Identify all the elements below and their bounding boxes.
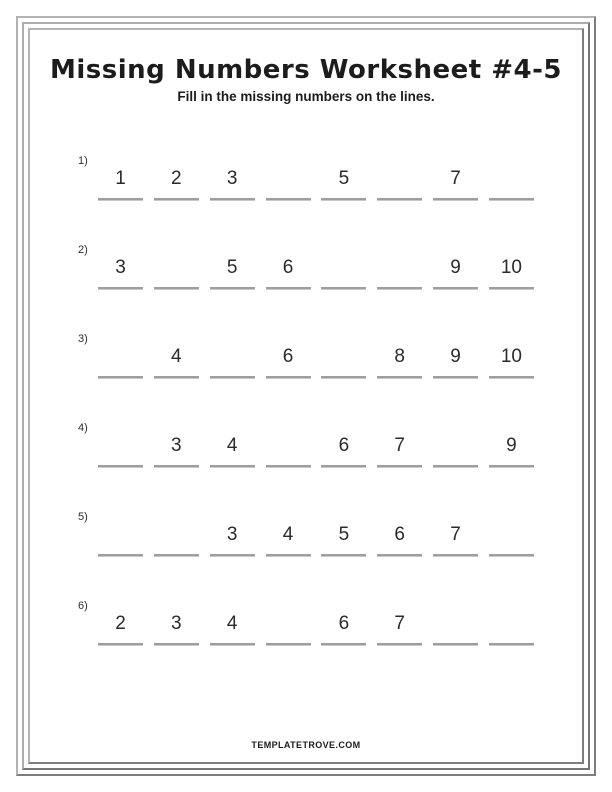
number-cell <box>489 520 534 557</box>
cell-number: 4 <box>226 613 238 634</box>
cell-number: 3 <box>226 524 238 545</box>
cell-number <box>489 609 534 639</box>
worksheet-row <box>78 600 534 660</box>
cell-number <box>321 342 366 372</box>
answer-blank[interactable] <box>154 376 199 379</box>
answer-blank[interactable] <box>266 198 311 201</box>
number-cell <box>154 431 199 468</box>
answer-blank[interactable] <box>321 287 366 290</box>
cell-number: 1 <box>115 168 126 189</box>
answer-blank[interactable] <box>98 465 143 468</box>
number-cell <box>377 342 422 379</box>
cell-number <box>266 431 311 461</box>
answer-blank[interactable] <box>98 376 143 379</box>
answer-blank[interactable] <box>154 198 199 201</box>
number-cell <box>433 253 478 290</box>
number-cell <box>210 609 255 646</box>
cell-number: 5 <box>226 257 238 278</box>
answer-blank[interactable] <box>377 198 422 201</box>
number-cell <box>210 431 255 468</box>
number-cell <box>210 342 255 379</box>
row-cells <box>98 253 534 290</box>
number-cell <box>154 164 199 201</box>
cell-number: 5 <box>338 168 350 189</box>
answer-blank[interactable] <box>433 198 478 201</box>
answer-blank[interactable] <box>266 554 311 557</box>
number-cell <box>266 342 311 379</box>
answer-blank[interactable] <box>210 287 255 290</box>
cell-number: 8 <box>394 346 405 367</box>
cell-number: 3 <box>226 168 238 189</box>
page-border-outer <box>16 16 596 776</box>
row-number-label: 4) <box>78 422 88 434</box>
number-cell <box>210 253 255 290</box>
row-number-label: 3) <box>78 333 88 345</box>
answer-blank[interactable] <box>489 198 534 201</box>
number-cell <box>433 609 478 646</box>
number-cell <box>210 164 255 201</box>
cell-number: 9 <box>450 346 461 367</box>
answer-blank[interactable] <box>210 198 255 201</box>
cell-number: 7 <box>394 613 405 634</box>
number-cell <box>210 520 255 557</box>
answer-blank[interactable] <box>433 643 478 646</box>
answer-blank[interactable] <box>98 554 143 557</box>
number-cell <box>98 164 143 201</box>
answer-blank[interactable] <box>210 465 255 468</box>
cell-number: 10 <box>500 346 522 367</box>
number-cell <box>98 253 143 290</box>
number-cell <box>377 520 422 557</box>
cell-number <box>98 520 143 550</box>
cell-number: 10 <box>500 257 522 278</box>
answer-blank[interactable] <box>489 554 534 557</box>
row-cells <box>98 342 534 379</box>
answer-blank[interactable] <box>210 554 255 557</box>
number-cell <box>377 164 422 201</box>
answer-blank[interactable] <box>210 376 255 379</box>
answer-blank[interactable] <box>321 198 366 201</box>
cell-number <box>210 342 255 372</box>
answer-blank[interactable] <box>98 287 143 290</box>
worksheet-row <box>78 155 534 215</box>
answer-blank[interactable] <box>266 287 311 290</box>
answer-blank[interactable] <box>154 465 199 468</box>
number-cell <box>154 520 199 557</box>
cell-number: 2 <box>171 168 182 189</box>
worksheet-row <box>78 422 534 482</box>
answer-blank[interactable] <box>377 376 422 379</box>
cell-number: 6 <box>282 257 294 278</box>
answer-blank[interactable] <box>489 643 534 646</box>
row-cells <box>98 431 534 468</box>
answer-blank[interactable] <box>321 554 366 557</box>
cell-number: 7 <box>450 524 461 545</box>
number-cell <box>489 342 534 379</box>
cell-number: 6 <box>394 524 405 545</box>
answer-blank[interactable] <box>433 376 478 379</box>
worksheet-row <box>78 333 534 393</box>
row-cells <box>98 520 534 557</box>
number-cell <box>154 609 199 646</box>
row-number-label: 1) <box>78 155 88 167</box>
cell-number: 3 <box>115 257 126 278</box>
number-cell <box>321 342 366 379</box>
answer-blank[interactable] <box>489 287 534 290</box>
answer-blank[interactable] <box>377 643 422 646</box>
cell-number <box>266 164 311 194</box>
number-cell <box>489 253 534 290</box>
cell-number: 2 <box>115 613 126 634</box>
answer-blank[interactable] <box>98 198 143 201</box>
footer-site-name: TEMPLATETROVE.COM <box>251 740 361 750</box>
number-cell <box>377 253 422 290</box>
cell-number <box>377 253 422 283</box>
number-cell <box>433 342 478 379</box>
number-cell <box>154 253 199 290</box>
cell-number <box>98 431 143 461</box>
worksheet-row <box>78 244 534 304</box>
answer-blank[interactable] <box>98 643 143 646</box>
cell-number: 6 <box>338 435 350 456</box>
number-cell <box>266 431 311 468</box>
cell-number: 4 <box>226 435 238 456</box>
cell-number: 4 <box>171 346 182 367</box>
number-cell <box>321 609 366 646</box>
instructions-text: Fill in the missing numbers on the lines. <box>177 89 435 104</box>
answer-blank[interactable] <box>266 465 311 468</box>
number-cell <box>98 342 143 379</box>
page-title: Missing Numbers Worksheet #4-5 <box>50 55 562 86</box>
answer-blank[interactable] <box>321 376 366 379</box>
number-cell <box>266 164 311 201</box>
row-number-label: 2) <box>78 244 88 256</box>
number-cell <box>98 431 143 468</box>
cell-number <box>154 520 199 550</box>
cell-number: 9 <box>450 257 461 278</box>
cell-number <box>98 342 143 372</box>
cell-number: 4 <box>282 524 294 545</box>
answer-blank[interactable] <box>377 465 422 468</box>
number-cell <box>489 431 534 468</box>
answer-blank[interactable] <box>489 465 534 468</box>
answer-blank[interactable] <box>433 465 478 468</box>
answer-blank[interactable] <box>433 287 478 290</box>
number-cell <box>433 164 478 201</box>
row-number-label: 5) <box>78 511 88 523</box>
cell-number: 6 <box>338 613 350 634</box>
answer-blank[interactable] <box>433 554 478 557</box>
answer-blank[interactable] <box>154 643 199 646</box>
number-cell <box>433 431 478 468</box>
cell-number <box>489 164 534 194</box>
cell-number <box>266 609 311 639</box>
number-cell <box>433 520 478 557</box>
worksheet-row <box>78 511 534 571</box>
number-cell <box>489 164 534 201</box>
answer-blank[interactable] <box>266 643 311 646</box>
row-cells <box>98 609 534 646</box>
answer-blank[interactable] <box>266 376 311 379</box>
number-cell <box>321 520 366 557</box>
number-cell <box>98 520 143 557</box>
cell-number <box>321 253 366 283</box>
answer-blank[interactable] <box>154 554 199 557</box>
number-cell <box>154 342 199 379</box>
cell-number: 9 <box>506 435 517 456</box>
answer-blank[interactable] <box>377 287 422 290</box>
cell-number <box>433 609 478 639</box>
answer-blank[interactable] <box>489 376 534 379</box>
cell-number: 7 <box>394 435 405 456</box>
number-cell <box>266 609 311 646</box>
cell-number <box>489 520 534 550</box>
number-cell <box>321 164 366 201</box>
number-cell <box>266 520 311 557</box>
number-cell <box>266 253 311 290</box>
cell-number: 6 <box>282 346 294 367</box>
cell-number: 3 <box>171 435 182 456</box>
cell-number <box>377 164 422 194</box>
number-cell <box>377 431 422 468</box>
row-cells <box>98 164 534 201</box>
cell-number <box>154 253 199 283</box>
answer-blank[interactable] <box>377 554 422 557</box>
number-cell <box>321 431 366 468</box>
row-number-label: 6) <box>78 600 88 612</box>
answer-blank[interactable] <box>210 643 255 646</box>
number-cell <box>377 609 422 646</box>
cell-number: 3 <box>171 613 182 634</box>
number-cell <box>489 609 534 646</box>
cell-number <box>433 431 478 461</box>
cell-number: 5 <box>338 524 350 545</box>
cell-number: 7 <box>450 168 461 189</box>
answer-blank[interactable] <box>321 465 366 468</box>
number-cell <box>98 609 143 646</box>
answer-blank[interactable] <box>154 287 199 290</box>
answer-blank[interactable] <box>321 643 366 646</box>
number-cell <box>321 253 366 290</box>
